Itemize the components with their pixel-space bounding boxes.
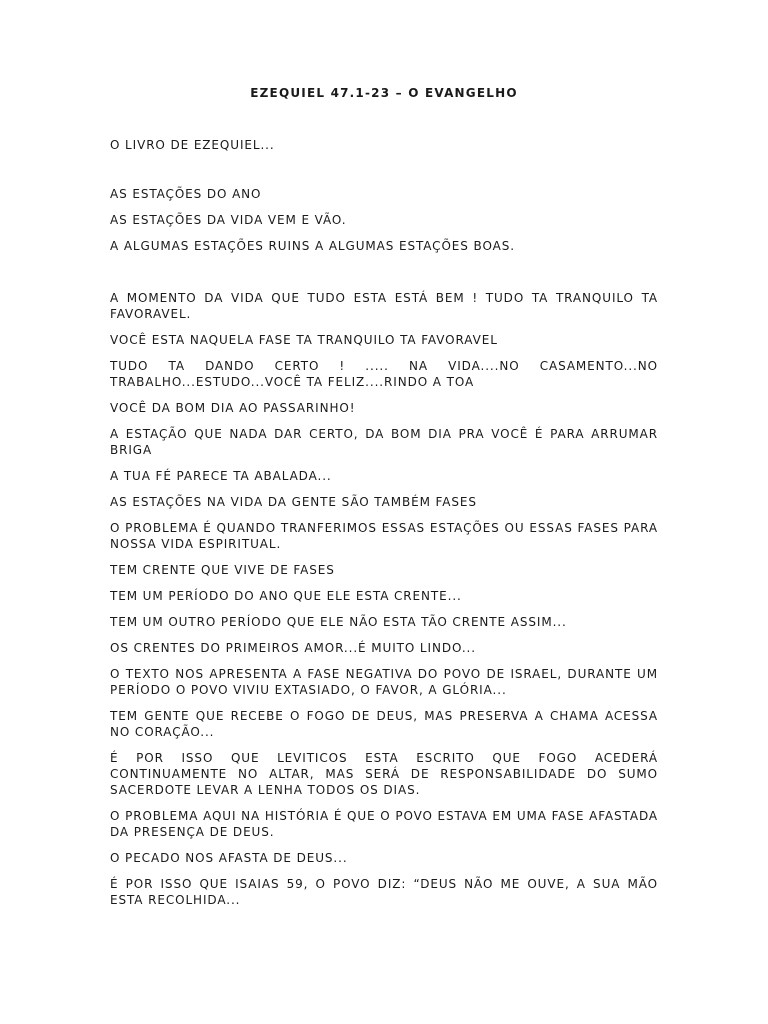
- paragraph: O PECADO NOS AFASTA DE DEUS...: [110, 851, 348, 865]
- paragraph: A ESTAÇÃO QUE NADA DAR CERTO, DA BOM DIA PRA VOCÊ É PARA ARRUMAR BRIGA: [110, 427, 658, 457]
- paragraph: A TUA FÉ PARECE TA ABALADA...: [110, 469, 332, 483]
- paragraph: AS ESTAÇÕES DO ANO: [110, 187, 262, 201]
- document-title: EZEQUIEL 47.1-23 – O EVANGELHO: [250, 86, 518, 100]
- paragraph: VOCÊ DA BOM DIA AO PASSARINHO!: [110, 401, 356, 415]
- paragraph: TEM CRENTE QUE VIVE DE FASES: [110, 563, 335, 577]
- paragraph: TUDO TA DANDO CERTO ! ..... NA VIDA....NO CASAMENTO...NO TRABALHO...ESTUDO...VOCÊ TA FELIZ....RINDO A TOA: [110, 359, 658, 389]
- paragraph: AS ESTAÇÕES NA VIDA DA GENTE SÃO TAMBÉM FASES: [110, 495, 477, 509]
- paragraph: TEM UM PERÍODO DO ANO QUE ELE ESTA CRENTE...: [110, 589, 462, 603]
- paragraph: O LIVRO DE EZEQUIEL...: [110, 138, 275, 152]
- paragraph: O TEXTO NOS APRESENTA A FASE NEGATIVA DO POVO DE ISRAEL, DURANTE UM PERÍODO O POVO VIVIU EXTASIADO, O FAVOR, A GLÓRIA...: [110, 667, 658, 697]
- paragraph: OS CRENTES DO PRIMEIROS AMOR...É MUITO LINDO...: [110, 641, 476, 655]
- paragraph: É POR ISSO QUE ISAIAS 59, O POVO DIZ: “DEUS NÃO ME OUVE, A SUA MÃO ESTA RECOLHIDA...: [110, 877, 658, 907]
- paragraph: TEM GENTE QUE RECEBE O FOGO DE DEUS, MAS PRESERVA A CHAMA ACESSA NO CORAÇÃO...: [110, 709, 658, 739]
- paragraph: É POR ISSO QUE LEVITICOS ESTA ESCRITO QUE FOGO ACEDERÁ CONTINUAMENTE NO ALTAR, MAS SERÁ DE RESPONSABILIDADE DO SUMO SACERDOTE LEVAR A LENHA TODOS OS DIAS.: [110, 751, 658, 797]
- paragraph: VOCÊ ESTA NAQUELA FASE TA TRANQUILO TA FAVORAVEL: [110, 333, 498, 347]
- paragraph: A ALGUMAS ESTAÇÕES RUINS A ALGUMAS ESTAÇÕES BOAS.: [110, 239, 515, 253]
- paragraph: AS ESTAÇÕES DA VIDA VEM E VÃO.: [110, 213, 347, 227]
- paragraph: O PROBLEMA AQUI NA HISTÓRIA É QUE O POVO ESTAVA EM UMA FASE AFASTADA DA PRESENÇA DE DEUS.: [110, 809, 658, 839]
- document-body: [110, 137, 658, 918]
- paragraph: A MOMENTO DA VIDA QUE TUDO ESTA ESTÁ BEM ! TUDO TA TRANQUILO TA FAVORAVEL.: [110, 291, 658, 321]
- paragraph: TEM UM OUTRO PERÍODO QUE ELE NÃO ESTA TÃO CRENTE ASSIM...: [110, 615, 567, 629]
- paragraph: O PROBLEMA É QUANDO TRANFERIMOS ESSAS ESTAÇÕES OU ESSAS FASES PARA NOSSA VIDA ESPIRITUAL.: [110, 521, 658, 551]
